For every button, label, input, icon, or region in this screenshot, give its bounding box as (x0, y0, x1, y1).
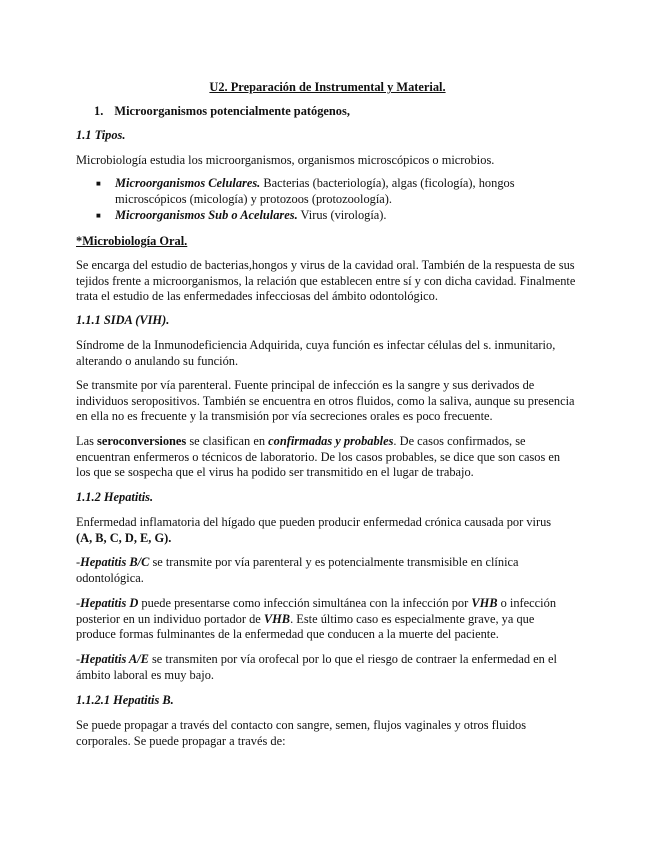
section-heading-1 (94, 104, 594, 120)
text-celulares: Bacterias (bacteriología), algas (ficología), hongos microscópicos (micología) y protozoos (protozoología). (115, 176, 515, 206)
paragraph-sida-2: Se transmite por vía parenteral. Fuente principal de infección es la sangre y sus derivados de individuos seropositivos. También se encuentra en otros fluidos, como la saliva, aunque su presencia en ella no es frecuente y la transmisión por vía secreciones orales es poco frecuente. (76, 378, 575, 424)
heading-microbiologia-oral: *Microbiología Oral. (76, 234, 188, 248)
term-seroconversiones: seroconversiones (97, 434, 187, 448)
paragraph-hepatitis-d (76, 596, 576, 643)
paragraph-sida-3 (76, 434, 576, 481)
text-acelulares: Virus (virología). (297, 208, 387, 222)
term-vhb: VHB (263, 611, 291, 626)
paragraph-hepatitis-ae (76, 652, 576, 683)
hepatitis-types: (A, B, C, D, E, G). (76, 530, 172, 545)
term-hepatitis-bc: Hepatitis B/C (80, 555, 150, 569)
text-span: se transmiten por vía orofecal por lo que el riesgo de contraer la enfermedad en el ámbito laboral es muy bajo. (76, 652, 557, 682)
text-span: puede presentarse como infección simultánea con la infección por (138, 596, 472, 610)
term-celulares: Microorganismos Celulares. (115, 176, 261, 190)
paragraph-hepatitis-b: Se puede propagar a través del contacto con sangre, semen, flujos vaginales y otros fluidos corporales. Se puede propagar a través de: (76, 718, 527, 748)
subsection-heading-tipos: 1.1 Tipos. (76, 128, 126, 142)
dash: - (76, 652, 81, 666)
subsection-heading-hepatitis: 1.1.2 Hepatitis. (76, 490, 154, 504)
text-span: Enfermedad inflamatoria del hígado que pueden producir enfermedad crónica causada por virus (76, 515, 552, 529)
term-hepatitis-d: Hepatitis D (80, 596, 139, 610)
text-span: se clasifican en (186, 434, 269, 448)
text-span: . De casos confirmados, se encuentran enfermeros o técnicos de laboratorio. De los casos probables, se dice que son casos en los que se sospecha que el virus ha podido ser transmitido en el lugar de trabajo. (76, 434, 561, 480)
paragraph-hepatitis-bc (76, 555, 576, 586)
subsection-heading-sida: 1.1.1 SIDA (VIH). (76, 313, 170, 327)
document-title: U2. Preparación de Instrumental y Material. (209, 80, 446, 94)
term-acelulares: Microorganismos Sub o Acelulares. (115, 208, 298, 222)
paragraph-sida-1: Síndrome de la Inmunodeficiencia Adquirida, cuya función es infectar células del s. inmunitario, alterando o anulando su función. (76, 338, 556, 368)
term-hepatitis-ae: Hepatitis A/E (80, 652, 149, 666)
dash: - (76, 596, 81, 610)
section-number: 1. (94, 104, 104, 118)
text-span: . Este último caso es especialmente grave, ya que produce formas fulminantes de la enfermedad que conducen a la muerte del paciente. (76, 611, 535, 642)
paragraph-hepatitis-intro (76, 515, 576, 546)
paragraph-oral: Se encarga del estudio de bacterias,hongos y virus de la cavidad oral. También de la respuesta de sus tejidos frente a microorganismos, la relación que establecen entre sí y con dicha cavidad. Finalmente trata el estudio de las enfermedades infecciosas del ámbito odontológico. (76, 258, 576, 304)
text-span: se transmite por vía parenteral y es potencialmente transmisible en clínica odontológica. (76, 555, 519, 585)
list-item-acelulares (115, 208, 575, 224)
subsection-heading-hepatitis-b: 1.1.2.1 Hepatitis B. (76, 693, 174, 707)
term-vhb: VHB (471, 596, 498, 610)
term-confirmadas: confirmadas y probables (268, 434, 394, 448)
bullet-icon: ■ (96, 179, 101, 188)
dash: - (76, 555, 81, 569)
section-title: Microorganismos potencialmente patógenos, (114, 104, 350, 118)
text-span: o infección posterior en un individuo portador de (76, 596, 557, 626)
text-span: Las (76, 434, 97, 448)
bullet-icon: ■ (96, 211, 101, 220)
paragraph-intro: Microbiología estudia los microorganismos, organismos microscópicos o microbios. (76, 153, 495, 167)
list-item-celulares (115, 176, 575, 207)
